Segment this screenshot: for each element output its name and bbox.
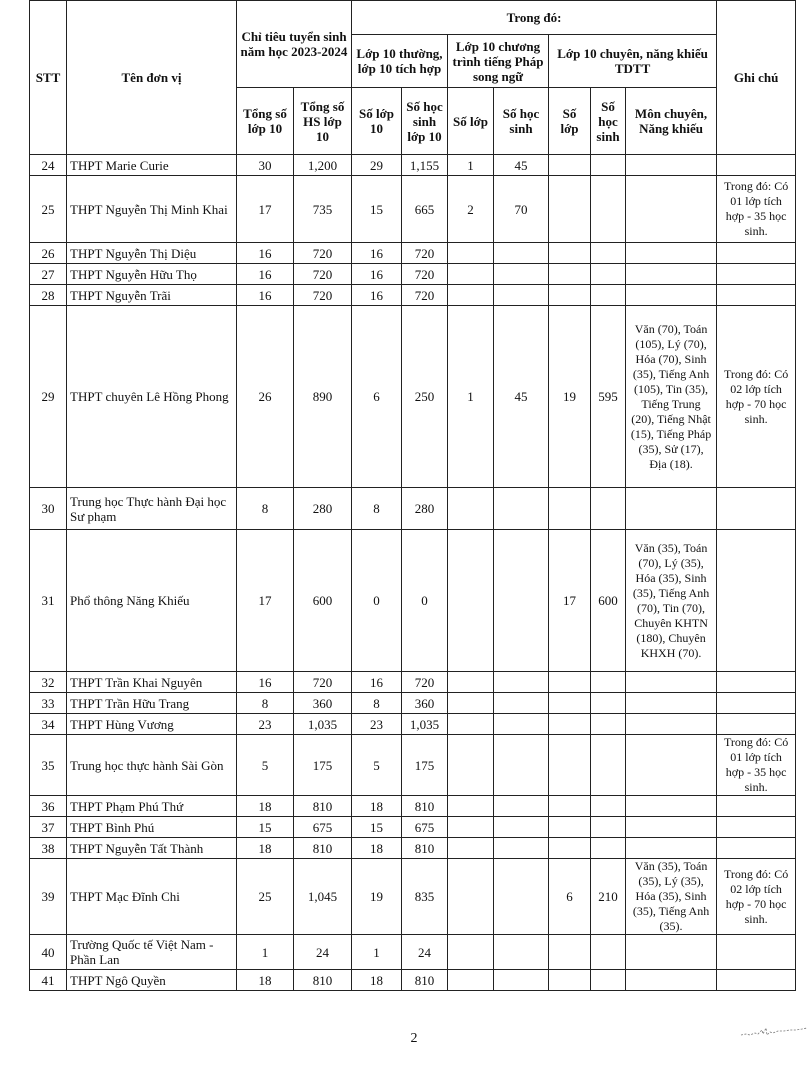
total-classes-cell: 16 [237,285,294,306]
stt-cell: 38 [30,838,67,859]
subjects-cell [626,243,717,264]
note-cell [717,693,796,714]
sp-classes-cell [549,155,591,176]
table-row [30,243,796,264]
sp-students-cell [591,488,626,530]
header-total-students: Tổng số HS lớp 10 [294,88,352,155]
stt-cell: 37 [30,817,67,838]
unit-name-cell: THPT Nguyễn Hữu Thọ [67,264,237,285]
total-students-cell: 810 [294,970,352,991]
header-fr-students: Số học sinh [494,88,549,155]
sp-students-cell [591,285,626,306]
fr-students-cell [494,285,549,306]
note-cell [717,838,796,859]
reg-classes-cell: 15 [352,817,402,838]
unit-name-cell: THPT Nguyễn Trãi [67,285,237,306]
unit-name-cell: THPT Mạc Đĩnh Chi [67,859,237,935]
stt-cell: 40 [30,935,67,970]
stt-cell: 30 [30,488,67,530]
sp-classes-cell [549,935,591,970]
fr-classes-cell [448,488,494,530]
sp-students-cell [591,714,626,735]
table-body [30,155,796,991]
sp-students-cell: 595 [591,306,626,488]
total-classes-cell: 8 [237,488,294,530]
reg-students-cell: 810 [402,838,448,859]
unit-name-cell: THPT Nguyễn Thị Diệu [67,243,237,264]
sp-classes-cell [549,264,591,285]
stt-cell: 27 [30,264,67,285]
unit-name-cell: THPT Hùng Vương [67,714,237,735]
unit-name-cell: Trung học thực hành Sài Gòn [67,735,237,796]
total-students-cell: 810 [294,796,352,817]
reg-students-cell: 1,155 [402,155,448,176]
reg-classes-cell: 18 [352,970,402,991]
signature-mark [740,1024,808,1038]
reg-students-cell: 720 [402,285,448,306]
table-row [30,796,796,817]
reg-classes-cell: 19 [352,859,402,935]
sp-students-cell [591,970,626,991]
fr-classes-cell: 1 [448,306,494,488]
fr-classes-cell [448,714,494,735]
reg-students-cell: 835 [402,859,448,935]
stt-cell: 28 [30,285,67,306]
sp-students-cell [591,243,626,264]
fr-students-cell: 45 [494,306,549,488]
note-cell [717,155,796,176]
header-quota: Chỉ tiêu tuyển sinh năm học 2023-2024 [237,1,352,88]
subjects-cell [626,285,717,306]
unit-name-cell: THPT Ngô Quyền [67,970,237,991]
table-row [30,935,796,970]
total-classes-cell: 17 [237,530,294,672]
total-students-cell: 890 [294,306,352,488]
reg-students-cell: 280 [402,488,448,530]
reg-students-cell: 720 [402,243,448,264]
sp-students-cell [591,155,626,176]
unit-name-cell: THPT Bình Phú [67,817,237,838]
table-row [30,155,796,176]
unit-name-cell: THPT Trần Khai Nguyên [67,672,237,693]
sp-students-cell [591,796,626,817]
total-classes-cell: 18 [237,970,294,991]
total-students-cell: 810 [294,838,352,859]
sp-students-cell [591,693,626,714]
table-row [30,693,796,714]
total-students-cell: 675 [294,817,352,838]
total-students-cell: 360 [294,693,352,714]
sp-students-cell [591,935,626,970]
sp-classes-cell [549,672,591,693]
unit-name-cell: THPT Trần Hữu Trang [67,693,237,714]
subjects-cell [626,693,717,714]
reg-students-cell: 720 [402,264,448,285]
sp-students-cell [591,264,626,285]
sp-students-cell [591,735,626,796]
reg-classes-cell: 16 [352,264,402,285]
table-row [30,735,796,796]
note-cell: Trong đó: Có 02 lớp tích hợp - 70 học sinh. [717,859,796,935]
sp-classes-cell [549,970,591,991]
total-students-cell: 720 [294,264,352,285]
subjects-cell [626,735,717,796]
header-reg-classes: Số lớp 10 [352,88,402,155]
stt-cell: 39 [30,859,67,935]
header-sp-students: Số học sinh [591,88,626,155]
page-number: 2 [410,1031,418,1046]
reg-classes-cell: 6 [352,306,402,488]
reg-students-cell: 675 [402,817,448,838]
stt-cell: 33 [30,693,67,714]
fr-classes-cell [448,264,494,285]
sp-classes-cell [549,838,591,859]
total-classes-cell: 23 [237,714,294,735]
reg-classes-cell: 0 [352,530,402,672]
total-students-cell: 1,045 [294,859,352,935]
fr-students-cell [494,735,549,796]
fr-students-cell: 45 [494,155,549,176]
note-cell [717,935,796,970]
sp-classes-cell: 19 [549,306,591,488]
header-in-which: Trong đó: [352,1,717,35]
sp-students-cell [591,838,626,859]
note-cell [717,530,796,672]
sp-students-cell [591,672,626,693]
enrollment-table [29,0,796,991]
subjects-cell [626,714,717,735]
fr-students-cell [494,838,549,859]
fr-students-cell [494,264,549,285]
note-cell [717,714,796,735]
fr-classes-cell [448,935,494,970]
fr-classes-cell [448,735,494,796]
subjects-cell: Văn (35), Toán (70), Lý (35), Hóa (35), Sinh (35), Tiếng Anh (70), Tin (70), Chuyên KHTN (180), Chuyên KHXH (70). [626,530,717,672]
sp-students-cell: 210 [591,859,626,935]
fr-students-cell [494,488,549,530]
note-cell [717,796,796,817]
subjects-cell: Văn (35), Toán (35), Lý (35), Hóa (35), Sinh (35), Tiếng Anh (35). [626,859,717,935]
reg-classes-cell: 16 [352,285,402,306]
note-cell [717,970,796,991]
stt-cell: 35 [30,735,67,796]
reg-students-cell: 810 [402,970,448,991]
total-classes-cell: 18 [237,796,294,817]
fr-classes-cell [448,243,494,264]
stt-cell: 26 [30,243,67,264]
total-classes-cell: 17 [237,176,294,243]
reg-students-cell: 175 [402,735,448,796]
fr-classes-cell: 1 [448,155,494,176]
header-regular: Lớp 10 thường, lớp 10 tích hợp [352,35,448,88]
sp-students-cell: 600 [591,530,626,672]
sp-classes-cell [549,693,591,714]
header-total-classes: Tổng số lớp 10 [237,88,294,155]
subjects-cell [626,817,717,838]
fr-students-cell [494,672,549,693]
reg-classes-cell: 8 [352,488,402,530]
unit-name-cell: THPT Phạm Phú Thứ [67,796,237,817]
total-students-cell: 600 [294,530,352,672]
subjects-cell [626,935,717,970]
subjects-cell [626,672,717,693]
reg-students-cell: 810 [402,796,448,817]
sp-classes-cell [549,488,591,530]
reg-classes-cell: 23 [352,714,402,735]
note-cell: Trong đó: Có 02 lớp tích hợp - 70 học sinh. [717,306,796,488]
sp-classes-cell [549,243,591,264]
header-sp-classes: Số lớp [549,88,591,155]
note-cell [717,488,796,530]
header-french: Lớp 10 chương trình tiếng Pháp song ngữ [448,35,549,88]
table-row [30,264,796,285]
total-classes-cell: 26 [237,306,294,488]
note-cell [717,285,796,306]
reg-classes-cell: 5 [352,735,402,796]
table-row [30,488,796,530]
stt-cell: 29 [30,306,67,488]
reg-students-cell: 250 [402,306,448,488]
reg-students-cell: 720 [402,672,448,693]
header-sp-subjects: Môn chuyên, Năng khiếu [626,88,717,155]
stt-cell: 41 [30,970,67,991]
subjects-cell [626,838,717,859]
reg-classes-cell: 18 [352,796,402,817]
fr-classes-cell [448,859,494,935]
fr-classes-cell [448,693,494,714]
table-row [30,970,796,991]
total-students-cell: 720 [294,243,352,264]
unit-name-cell: Trường Quốc tế Việt Nam - Phần Lan [67,935,237,970]
subjects-cell [626,970,717,991]
header-stt: STT [30,1,67,155]
fr-students-cell [494,530,549,672]
note-cell: Trong đó: Có 01 lớp tích hợp - 35 học sinh. [717,176,796,243]
table-row [30,176,796,243]
note-cell [717,672,796,693]
fr-classes-cell [448,530,494,672]
reg-classes-cell: 18 [352,838,402,859]
sp-classes-cell: 6 [549,859,591,935]
note-cell: Trong đó: Có 01 lớp tích hợp - 35 học sinh. [717,735,796,796]
table-row [30,817,796,838]
fr-students-cell [494,970,549,991]
total-classes-cell: 18 [237,838,294,859]
reg-classes-cell: 16 [352,672,402,693]
unit-name-cell: THPT Nguyễn Tất Thành [67,838,237,859]
sp-students-cell [591,817,626,838]
fr-students-cell [494,796,549,817]
sp-classes-cell [549,735,591,796]
unit-name-cell: Phổ thông Năng Khiếu [67,530,237,672]
subjects-cell [626,264,717,285]
fr-classes-cell [448,838,494,859]
total-students-cell: 1,035 [294,714,352,735]
stt-cell: 31 [30,530,67,672]
total-classes-cell: 16 [237,264,294,285]
total-students-cell: 1,200 [294,155,352,176]
unit-name-cell: THPT Nguyễn Thị Minh Khai [67,176,237,243]
total-students-cell: 280 [294,488,352,530]
reg-classes-cell: 8 [352,693,402,714]
fr-students-cell [494,693,549,714]
sp-classes-cell [549,796,591,817]
total-classes-cell: 8 [237,693,294,714]
fr-classes-cell [448,285,494,306]
table-row [30,714,796,735]
note-cell [717,243,796,264]
sp-classes-cell [549,285,591,306]
total-classes-cell: 16 [237,243,294,264]
header-fr-classes: Số lớp [448,88,494,155]
fr-students-cell [494,714,549,735]
reg-classes-cell: 16 [352,243,402,264]
reg-classes-cell: 15 [352,176,402,243]
total-classes-cell: 16 [237,672,294,693]
total-students-cell: 175 [294,735,352,796]
total-classes-cell: 25 [237,859,294,935]
subjects-cell: Văn (70), Toán (105), Lý (70), Hóa (70), Sinh (35), Tiếng Anh (105), Tin (35), Tiếng Trung (20), Tiếng Nhật (15), Tiếng Pháp (35), Sử (17), Địa (18). [626,306,717,488]
table-row [30,306,796,488]
reg-students-cell: 0 [402,530,448,672]
total-students-cell: 720 [294,672,352,693]
fr-students-cell [494,243,549,264]
reg-students-cell: 360 [402,693,448,714]
fr-students-cell [494,817,549,838]
table-row [30,530,796,672]
sp-classes-cell [549,176,591,243]
header-note: Ghi chú [717,1,796,155]
fr-classes-cell [448,970,494,991]
header-specialized: Lớp 10 chuyên, năng khiếu TDTT [549,35,717,88]
fr-classes-cell [448,796,494,817]
sp-classes-cell: 17 [549,530,591,672]
subjects-cell [626,488,717,530]
fr-students-cell: 70 [494,176,549,243]
reg-students-cell: 24 [402,935,448,970]
reg-students-cell: 665 [402,176,448,243]
header-reg-students: Số học sinh lớp 10 [402,88,448,155]
table-row [30,838,796,859]
note-cell [717,817,796,838]
fr-students-cell [494,935,549,970]
subjects-cell [626,176,717,243]
total-classes-cell: 5 [237,735,294,796]
unit-name-cell: THPT Marie Curie [67,155,237,176]
total-students-cell: 735 [294,176,352,243]
stt-cell: 24 [30,155,67,176]
sp-classes-cell [549,714,591,735]
table-row [30,672,796,693]
stt-cell: 25 [30,176,67,243]
fr-classes-cell: 2 [448,176,494,243]
subjects-cell [626,796,717,817]
fr-classes-cell [448,672,494,693]
stt-cell: 32 [30,672,67,693]
reg-classes-cell: 29 [352,155,402,176]
fr-students-cell [494,859,549,935]
stt-cell: 34 [30,714,67,735]
total-classes-cell: 15 [237,817,294,838]
total-students-cell: 24 [294,935,352,970]
fr-classes-cell [448,817,494,838]
stt-cell: 36 [30,796,67,817]
unit-name-cell: Trung học Thực hành Đại học Sư phạm [67,488,237,530]
subjects-cell [626,155,717,176]
header-unit: Tên đơn vị [67,1,237,155]
total-students-cell: 720 [294,285,352,306]
table-row [30,859,796,935]
table-row [30,285,796,306]
sp-students-cell [591,176,626,243]
total-classes-cell: 30 [237,155,294,176]
note-cell [717,264,796,285]
sp-classes-cell [549,817,591,838]
reg-students-cell: 1,035 [402,714,448,735]
total-classes-cell: 1 [237,935,294,970]
unit-name-cell: THPT chuyên Lê Hồng Phong [67,306,237,488]
reg-classes-cell: 1 [352,935,402,970]
